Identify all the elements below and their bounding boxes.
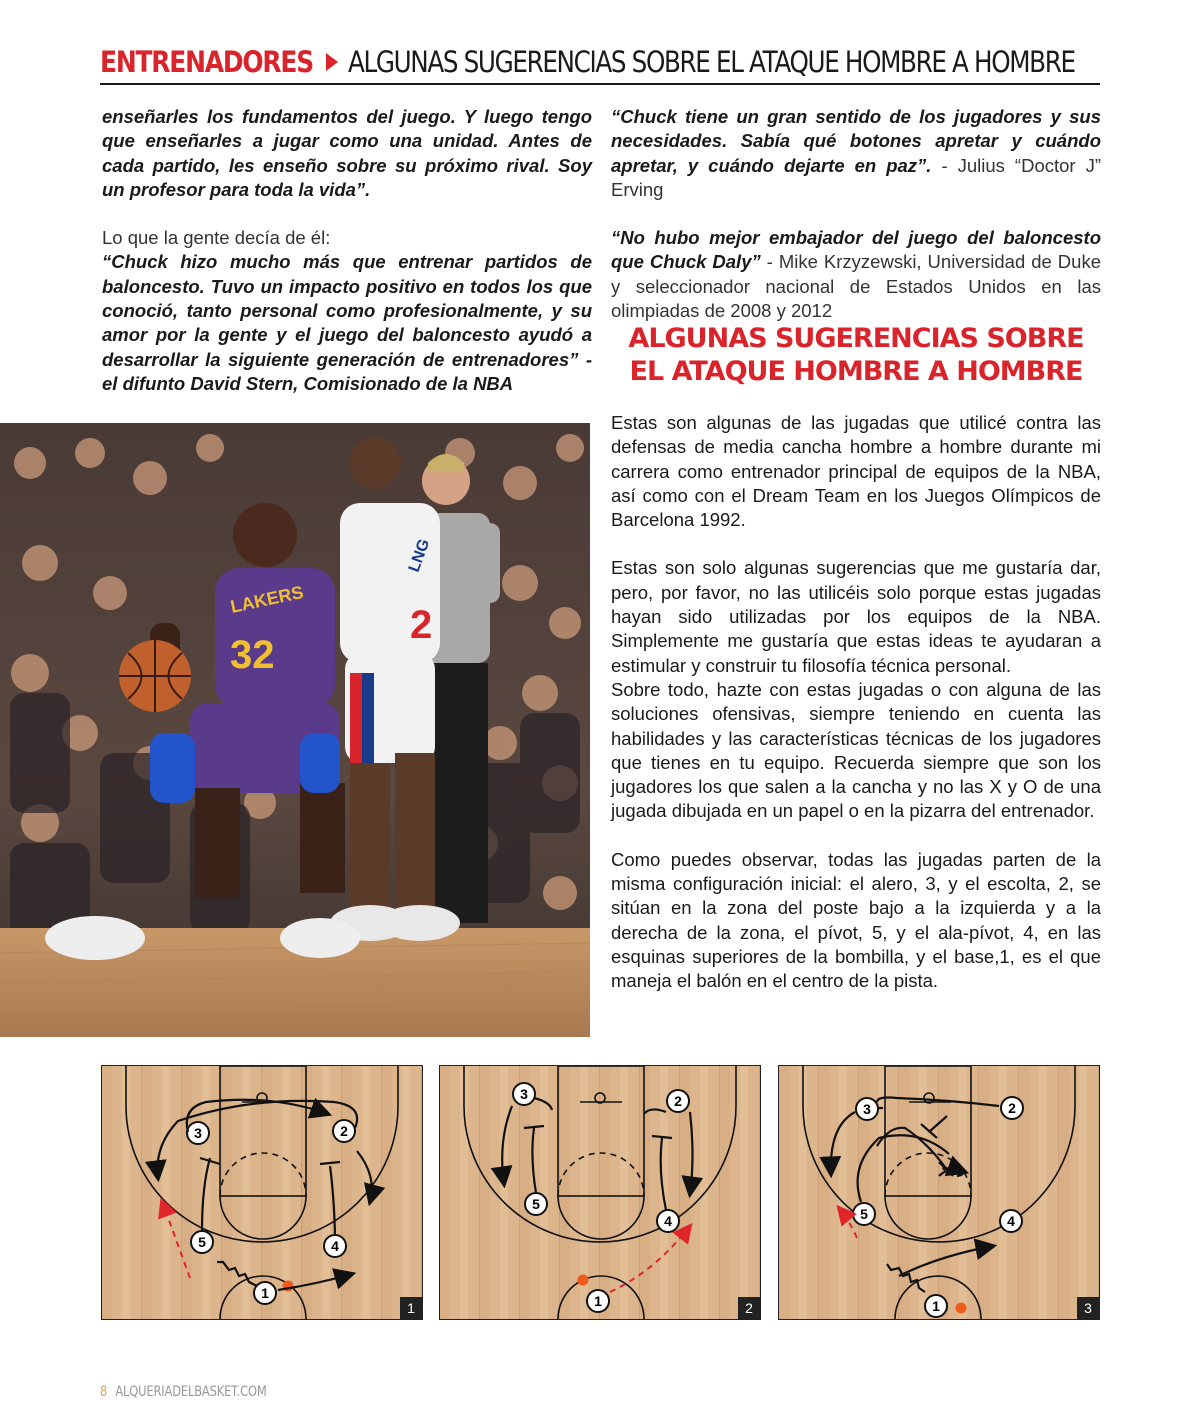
jersey-text-right: LNG (405, 536, 434, 575)
svg-text:2: 2 (1008, 1100, 1016, 1116)
body-paragraph-1: Estas son algunas de las jugadas que utilicé contra las defensas de media cancha hombre a hombre durante mi carrera como entrenador principal de equipos de la NBA, así como con el Dream Team en los Juegos Olímpicos de Barcelona 1992. (611, 412, 1101, 531)
svg-text:5: 5 (860, 1206, 868, 1222)
player-2-marker (1001, 1097, 1023, 1119)
player-5-marker (191, 1231, 213, 1253)
jersey-number-right: 2 (410, 603, 433, 647)
player-3-marker (856, 1098, 878, 1120)
svg-text:1: 1 (261, 1285, 269, 1301)
page-footer (100, 1384, 267, 1400)
court-diagram-3-art (779, 1066, 1099, 1319)
game-photo (0, 423, 590, 1037)
play-arrow-icon (326, 53, 338, 71)
player-4-marker (1000, 1210, 1022, 1232)
svg-text:5: 5 (532, 1196, 540, 1212)
svg-text:2: 2 (340, 1123, 348, 1139)
svg-text:4: 4 (1007, 1213, 1015, 1229)
jersey-number-left: 32 (230, 633, 275, 677)
game-photo-art (0, 423, 590, 1037)
player-5-marker (853, 1203, 875, 1225)
quote-continued: enseñarles los fundamentos del juego. Y luego tengo que enseñarles a jugar como una unidad. Antes de cada partido, les enseño sobre su próximo rival. Soy un profesor para toda la vida”. (102, 106, 592, 200)
quote-erving-author: - Julius “Doctor J” Erving (611, 154, 1102, 200)
play-diagram-2 (439, 1065, 761, 1320)
svg-text:1: 1 (932, 1298, 940, 1314)
svg-text:2: 2 (674, 1093, 682, 1109)
body-paragraph-3: Sobre todo, hazte con estas jugadas o con alguna de las soluciones ofensivas, siempre teniendo en cuenta las habilidades y las características técnicas de los jugadores que tienes en tu equipo. Recuerda siempre que son los jugadores los que salen a la cancha y no las X y O de una jugada dibujada en un papel o en la pizarra del entrenador. (611, 678, 1101, 822)
player-4-marker (324, 1235, 346, 1257)
svg-text:3: 3 (520, 1086, 528, 1102)
player-2-marker (333, 1120, 355, 1142)
header-title: ALGUNAS SUGERENCIAS SOBRE EL ATAQUE HOMBRE A HOMBRE (347, 45, 1075, 79)
quote-krzyzewski: “No hubo mejor embajador del juego del baloncesto que Chuck Daly” (611, 227, 1101, 273)
quote-erving-block (611, 105, 1101, 202)
diagram-number-2: 2 (738, 1297, 760, 1319)
ball-marker (578, 1275, 589, 1286)
footer-site: ALQUERIADELBASKET.COM (115, 1384, 267, 1400)
player-1-marker (587, 1290, 609, 1312)
section-heading (611, 322, 1101, 388)
section-label: ENTRENADORES (100, 45, 313, 79)
section-heading-line-2: EL ATAQUE HOMBRE A HOMBRE (629, 356, 1083, 387)
svg-text:3: 3 (863, 1101, 871, 1117)
player-1-marker (925, 1295, 947, 1317)
body-paragraph-2: Estas son solo algunas sugerencias que me gustaría dar, pero, por favor, no las utilicéis solo porque estas jugadas hayan sido utilizadas por los equipos de la NBA. Simplemente me gustaría que estas ideas te ayudaran a estimular y construir tu filosofía técnica personal. (611, 557, 1101, 676)
play-diagram-1 (101, 1065, 423, 1320)
play-diagram-3 (778, 1065, 1100, 1320)
quote-stern: “Chuck hizo mucho más que entrenar partidos de baloncesto. Tuvo un impacto positivo en todos los que conoció, tanto personal como profesionalmente, y su amor por la gente y el juego del baloncesto ayudó a desarrollar la siguiente generación de entrenadores” - el difunto David Stern, Comisionado de la NBA (102, 251, 592, 394)
diagram-number-3: 3 (1077, 1297, 1099, 1319)
player-5-marker (525, 1193, 547, 1215)
quote-erving: “Chuck tiene un gran sentido de los jugadores y sus necesidades. Sabía qué botones apretar y cuándo apretar, y cuándo dejarte en paz”. (611, 106, 1101, 176)
court-diagram-2-art (440, 1066, 760, 1319)
diagram-number-1: 1 (400, 1297, 422, 1319)
header-rule (100, 83, 1100, 85)
svg-text:4: 4 (331, 1238, 339, 1254)
section-heading-line-1: ALGUNAS SUGERENCIAS SOBRE (628, 323, 1084, 354)
court-diagram-1-art (102, 1066, 422, 1319)
quote-krzyzewski-author: - Mike Krzyzewski, Universidad de Duke y seleccionador nacional de Estados Unidos en las olimpiadas de 2008 y 2012 (611, 251, 1101, 322)
right-column (611, 105, 1101, 347)
svg-text:5: 5 (198, 1234, 206, 1250)
player-3-marker (513, 1083, 535, 1105)
svg-text:1: 1 (594, 1293, 602, 1309)
left-column (102, 105, 592, 396)
intro-line: Lo que la gente decía de él: (102, 227, 331, 249)
player-3-marker (187, 1122, 209, 1144)
page-header (100, 42, 1100, 82)
quote-krzyzewski-block (611, 226, 1101, 323)
jersey-text-left: LAKERS (228, 581, 306, 617)
player-4-marker (657, 1210, 679, 1232)
ball-marker (956, 1303, 967, 1314)
svg-text:4: 4 (664, 1213, 672, 1229)
player-2-marker (667, 1090, 689, 1112)
svg-text:3: 3 (194, 1125, 202, 1141)
body-paragraph-4: Como puedes observar, todas las jugadas parten de la misma configuración inicial: el alero, 3, y el escolta, 2, se sitúan en la zona del poste bajo a la izquierda y a la derecha de la zona, el pívot, 5, y el ala-pívot, 4, en las esquinas superiores de la bombilla, y el base,1, es el que maneja el balón en el centro de la pista. (611, 848, 1101, 992)
page-number: 8 (100, 1384, 108, 1400)
body-text (611, 411, 1101, 1018)
